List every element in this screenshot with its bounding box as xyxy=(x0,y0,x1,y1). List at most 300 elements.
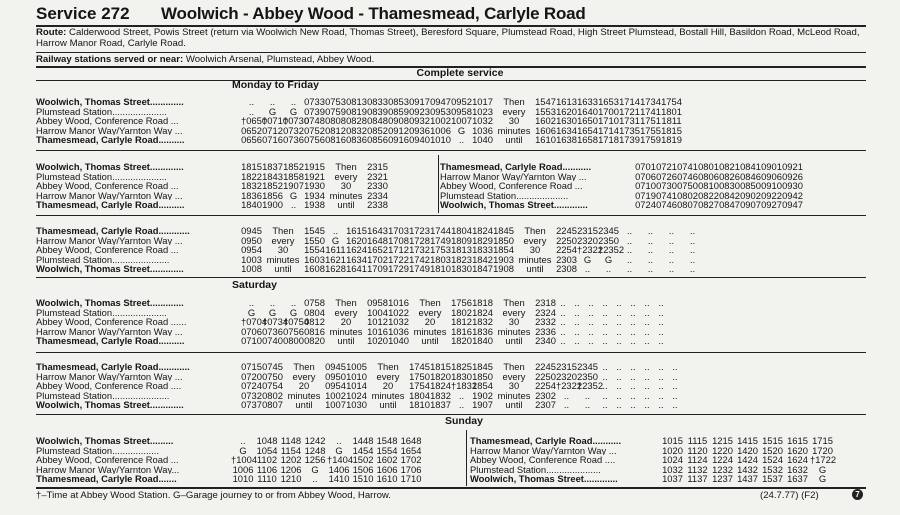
departure-time: 1020 xyxy=(662,444,683,456)
departure-time: 1822 xyxy=(241,170,262,182)
departure-time: Then xyxy=(335,161,357,172)
departure-time: .. xyxy=(602,380,608,392)
departure-time: 1506 xyxy=(352,463,374,475)
departure-time: 1040 xyxy=(388,335,409,347)
departure-time: .. xyxy=(602,297,608,308)
departure-time: 1232 xyxy=(712,463,733,475)
departure-time: 1708 xyxy=(388,234,409,246)
departure-time: 2321 xyxy=(367,170,388,182)
departure-time: 1703 xyxy=(388,225,409,236)
departure-time: 0813 xyxy=(346,96,367,107)
departure-time: 1608 xyxy=(304,263,325,275)
departure-time: every xyxy=(502,105,526,117)
departure-time: Then xyxy=(335,297,357,308)
departure-time: .. xyxy=(630,325,636,337)
departure-time: 0906 xyxy=(761,170,782,182)
stop-name: Thamesmead, Carlyle Road........... xyxy=(470,436,622,446)
departure-time: 1410 xyxy=(328,473,350,485)
divider xyxy=(36,150,866,151)
departure-time: .. xyxy=(658,306,664,318)
departure-time: every xyxy=(523,234,547,246)
departure-time: .. xyxy=(248,96,255,107)
departure-time: .. xyxy=(672,361,678,372)
departure-time: 1648 xyxy=(400,435,422,446)
departure-time: 1732 xyxy=(409,244,430,256)
departure-time: 0732 xyxy=(283,124,304,136)
departure-time: 1630 xyxy=(556,115,577,127)
departure-time: 1553 xyxy=(535,105,556,117)
departure-time: 1720 xyxy=(812,444,833,456)
departure-time: 2315 xyxy=(556,361,577,372)
departure-time: .. xyxy=(269,96,276,107)
stop-name: Woolwich, Thomas Street............. xyxy=(36,162,184,172)
departure-time: every xyxy=(271,234,295,246)
departure-time: .. xyxy=(647,253,654,265)
departure-time: 1016 xyxy=(367,325,388,337)
departure-time: .. xyxy=(602,399,608,411)
departure-time: 1816 xyxy=(451,325,472,337)
timetable-block xyxy=(36,362,682,410)
departure-time: 1658 xyxy=(577,134,598,146)
departure-time: .. xyxy=(672,370,678,382)
departure-time: .. xyxy=(668,234,675,246)
departure-time: 1903 xyxy=(493,253,514,265)
departure-time: .. xyxy=(630,297,636,308)
departure-time: .. xyxy=(658,399,664,411)
departure-time: 0652 xyxy=(241,124,262,136)
departure-time: 1137 xyxy=(687,473,708,485)
departure-time: 1712 xyxy=(388,244,409,256)
departure-time: 1220 xyxy=(712,444,733,456)
departure-time: 1753 xyxy=(430,244,451,256)
departure-time: 1837 xyxy=(262,161,283,172)
departure-time: 0736 xyxy=(262,325,283,337)
departure-time: .. xyxy=(689,263,696,275)
departure-time: 30 xyxy=(508,115,520,127)
departure-time: 1845 xyxy=(472,361,493,372)
departure-time: .. xyxy=(616,389,622,401)
departure-time: 1002 xyxy=(430,115,451,127)
departure-time: 1448 xyxy=(352,435,374,446)
departure-time: 1815 xyxy=(430,361,451,372)
timetable-block xyxy=(36,226,703,274)
divider xyxy=(36,277,866,278)
column-divider xyxy=(438,155,439,213)
departure-time: 0754 xyxy=(262,380,283,392)
stop-name: Plumstead Station.................... xyxy=(440,190,569,201)
departure-time: 1215 xyxy=(712,435,733,446)
departure-time: 0724 xyxy=(635,199,656,211)
stop-name: Thamesmead, Carlyle Road....... xyxy=(36,474,177,484)
departure-time: 0850 xyxy=(740,180,761,192)
stop-name: Thamesmead, Carlyle Road.......... xyxy=(36,200,185,210)
departure-time: †2322 xyxy=(577,244,604,256)
stop-name: Harrow Manor Way/Yarnton Way... xyxy=(36,464,180,475)
departure-time: 1654 xyxy=(400,444,422,456)
departure-time: every xyxy=(334,170,358,182)
departure-time: .. xyxy=(616,316,622,328)
departure-time: 1801 xyxy=(661,105,682,117)
departure-time: .. xyxy=(602,306,608,318)
railway-stations xyxy=(36,54,374,65)
departure-time: .. xyxy=(616,399,622,411)
departure-time: .. xyxy=(647,263,654,275)
departure-time: 1714 xyxy=(619,96,640,107)
stop-name: Thamesmead, Carlyle Road............ xyxy=(36,226,190,236)
departure-time: .. xyxy=(630,361,636,372)
departure-time: .. xyxy=(644,389,650,401)
stop-name: Plumstead Station..................... xyxy=(36,307,167,318)
departure-time: 0710 xyxy=(635,180,656,192)
departure-time: 1606 xyxy=(535,124,556,136)
departure-time: .. xyxy=(658,325,664,337)
departure-time: .. xyxy=(602,325,608,337)
departure-time: 2315 xyxy=(367,161,388,172)
departure-time: until xyxy=(505,134,523,146)
departure-time: .. xyxy=(312,473,318,485)
stop-name: Thamesmead, Carlyle Road............ xyxy=(36,362,190,372)
stop-name: Woolwich, Thomas Street............. xyxy=(470,474,618,484)
departure-time: 0841 xyxy=(740,161,761,172)
departure-time: 1640 xyxy=(577,105,598,117)
departure-time: .. xyxy=(602,361,608,372)
departure-time: .. xyxy=(658,370,664,382)
departure-time: 1902 xyxy=(472,389,493,401)
departure-time: 1024 xyxy=(346,389,367,401)
departure-time: minutes xyxy=(497,325,531,337)
departure-time: 0752 xyxy=(304,124,325,136)
departure-time: 1015 xyxy=(662,435,683,446)
departure-time: 1714 xyxy=(598,124,619,136)
departure-time: 0950 xyxy=(241,234,262,246)
departure-time: G xyxy=(289,189,298,201)
timetable-row xyxy=(36,200,388,210)
departure-time: Then xyxy=(419,297,441,308)
header xyxy=(36,4,866,26)
departure-time: 1048 xyxy=(256,435,278,446)
departure-time: Then xyxy=(293,361,315,372)
departure-time: 1454 xyxy=(352,444,374,456)
timetable-row xyxy=(36,172,388,182)
departure-time: until xyxy=(337,199,355,211)
departure-time: every xyxy=(292,370,316,382)
departure-time: 2332 xyxy=(535,316,556,328)
departure-time: 1741 xyxy=(640,105,661,117)
departure-time: 1621 xyxy=(325,253,346,265)
departure-time: until xyxy=(337,335,355,347)
departure-time: 0932 xyxy=(409,115,430,127)
departure-time: G xyxy=(268,105,277,117)
departure-time: 2302 xyxy=(535,389,556,401)
departure-time: .. xyxy=(644,335,650,347)
departure-time: G xyxy=(289,306,298,318)
departure-time: 1641 xyxy=(346,263,367,275)
departure-time: 1628 xyxy=(325,263,346,275)
departure-time: 1643 xyxy=(367,225,388,236)
departure-time: .. xyxy=(560,325,566,337)
departure-time: 1624 xyxy=(787,454,808,466)
departure-time: every xyxy=(418,306,442,318)
departure-time: 1721 xyxy=(619,105,640,117)
departure-time: G xyxy=(818,473,827,485)
departure-time: until xyxy=(274,263,292,275)
departure-time: 1938 xyxy=(304,199,325,211)
departure-time: 0923 xyxy=(409,105,430,117)
departure-time: 1930 xyxy=(304,180,325,192)
departure-time: every xyxy=(502,306,526,318)
departure-time: 2308 xyxy=(556,263,577,275)
departure-time: 1739 xyxy=(619,134,640,146)
departure-time: 0746 xyxy=(677,170,698,182)
departure-time: minutes xyxy=(329,189,363,201)
departure-time: 1037 xyxy=(662,473,683,485)
departure-time: .. xyxy=(336,435,342,446)
departure-time: 0853 xyxy=(388,96,409,107)
stop-name: Woolwich, Thomas Street......... xyxy=(36,436,174,446)
departure-time: 1202 xyxy=(280,454,302,466)
departure-time: .. xyxy=(616,361,622,372)
departure-time: 0827 xyxy=(698,199,719,211)
timetable-block xyxy=(36,298,668,346)
departure-time: .. xyxy=(588,306,594,318)
departure-time: 1836 xyxy=(472,325,493,337)
departure-time: 1749 xyxy=(430,234,451,246)
departure-time: 1036 xyxy=(472,124,493,136)
departure-time: 30 xyxy=(529,244,541,256)
stop-name: Woolwich, Thomas Street............. xyxy=(36,400,184,410)
departure-time: 1242 xyxy=(304,435,326,446)
page-number-badge: 7 xyxy=(852,489,863,500)
departure-time: minutes xyxy=(329,325,363,337)
departure-time: .. xyxy=(588,316,594,328)
departure-time: .. xyxy=(658,380,664,392)
departure-time: 0802 xyxy=(677,189,698,201)
departure-time: minutes xyxy=(266,253,300,265)
departure-time: Then xyxy=(377,361,399,372)
departure-time: .. xyxy=(668,253,675,265)
departure-time: 1745 xyxy=(409,361,430,372)
departure-time: 30 xyxy=(277,244,289,256)
departure-time: 1613 xyxy=(556,96,577,107)
departure-time: 0808 xyxy=(325,115,346,127)
departure-time: .. xyxy=(626,253,633,265)
departure-time: 1810 xyxy=(430,263,451,275)
departure-time: .. xyxy=(602,370,608,382)
departure-time: .. xyxy=(689,234,696,246)
departure-time: 30 xyxy=(508,316,520,328)
departure-time: 2318 xyxy=(535,297,556,308)
departure-time: .. xyxy=(563,399,570,411)
departure-time: 1706 xyxy=(400,463,422,475)
stop-name: Abbey Wood, Conference Road ... xyxy=(36,181,179,191)
timetable-row xyxy=(36,336,668,346)
departure-time: until xyxy=(505,335,523,347)
departure-time: 2250 xyxy=(535,370,556,382)
departure-time: †2352 xyxy=(577,380,604,392)
departure-time: 1005 xyxy=(346,361,367,372)
departure-time: 1845 xyxy=(493,225,514,236)
departure-time: 1102 xyxy=(256,454,278,466)
departure-time: 1840 xyxy=(472,335,493,347)
departure-time: 1742 xyxy=(409,253,430,265)
departure-time: .. xyxy=(672,399,678,411)
departure-time: †0650 xyxy=(241,115,268,127)
departure-time: 0732 xyxy=(241,389,262,401)
departure-time: 20 xyxy=(298,380,310,392)
divider xyxy=(36,52,866,53)
departure-time: 1847 xyxy=(472,263,493,275)
departure-time: .. xyxy=(563,389,570,401)
departure-time: 0706 xyxy=(635,170,656,182)
departure-time: 0945 xyxy=(325,361,346,372)
departure-time: 1016 xyxy=(388,297,409,308)
departure-time: 1802 xyxy=(451,306,472,318)
departure-time: 1856 xyxy=(262,189,283,201)
departure-time: 1843 xyxy=(262,170,283,182)
departure-time: 1852 xyxy=(262,180,283,192)
departure-time: until xyxy=(421,335,439,347)
departure-time: 0940 xyxy=(409,134,430,146)
departure-time: .. xyxy=(616,306,622,318)
departure-time: 0820 xyxy=(304,335,325,347)
departure-time: 1934 xyxy=(304,189,325,201)
divider xyxy=(36,352,866,353)
departure-time: .. xyxy=(630,316,636,328)
departure-time: 1020 xyxy=(367,335,388,347)
departure-time: 2307 xyxy=(535,399,556,411)
departure-time: 0842 xyxy=(719,189,740,201)
timetable-row xyxy=(36,400,682,410)
departure-time: 1017 xyxy=(472,96,493,107)
departure-time: .. xyxy=(644,297,650,308)
departure-time: .. xyxy=(248,297,255,308)
departure-time: 0828 xyxy=(346,115,367,127)
departure-time: 1829 xyxy=(472,234,493,246)
departure-time: 1824 xyxy=(472,225,493,236)
departure-time: .. xyxy=(644,306,650,318)
timetable-block xyxy=(36,436,423,484)
departure-time: 1824 xyxy=(472,306,493,318)
departure-time: 0756 xyxy=(304,134,325,146)
departure-time: 1815 xyxy=(241,161,262,172)
day-heading-sunday: Sunday xyxy=(445,415,483,427)
departure-time: 1832 xyxy=(430,389,451,401)
departure-time: 0848 xyxy=(367,115,388,127)
departure-time: 1824 xyxy=(430,380,451,392)
departure-time: 1804 xyxy=(409,389,430,401)
divider xyxy=(36,487,866,489)
departure-time: 1610 xyxy=(535,134,556,146)
departure-time: .. xyxy=(602,389,608,401)
departure-time: 1858 xyxy=(283,170,304,182)
divider xyxy=(36,80,866,81)
departure-time: .. xyxy=(588,325,594,337)
departure-time: .. xyxy=(290,96,297,107)
footnote: †–Time at Abbey Wood Station. G–Garage journey to or from Abbey Wood, Harrow. xyxy=(36,490,391,501)
departure-time: 0730 xyxy=(656,180,677,192)
departure-time: 1256 xyxy=(304,454,326,466)
departure-time: 2330 xyxy=(367,180,388,192)
departure-time: 0856 xyxy=(367,134,388,146)
departure-time: 1818 xyxy=(472,297,493,308)
departure-time: .. xyxy=(626,234,633,246)
departure-time: 1852 xyxy=(283,161,304,172)
departure-time: 1624 xyxy=(346,244,367,256)
service-number: Service 272 xyxy=(36,4,130,23)
departure-time: 1606 xyxy=(376,463,398,475)
departure-time: 1749 xyxy=(409,263,430,275)
departure-time: .. xyxy=(689,225,696,236)
departure-time: .. xyxy=(630,399,636,411)
departure-time: minutes xyxy=(518,253,552,265)
departure-time: 0726 xyxy=(656,170,677,182)
departure-time: 0927 xyxy=(761,199,782,211)
departure-time: 1502 xyxy=(352,454,374,466)
departure-time: .. xyxy=(588,297,594,308)
departure-time: 1024 xyxy=(662,454,683,466)
departure-time: †0734 xyxy=(262,316,289,328)
departure-time: 0712 xyxy=(262,124,283,136)
departure-time: 1611 xyxy=(325,244,346,256)
departure-time: 1532 xyxy=(762,463,783,475)
departure-time: †2352 xyxy=(598,244,625,256)
departure-time: 1836 xyxy=(241,189,262,201)
departure-time: 1804 xyxy=(451,225,472,236)
stop-name: Thamesmead, Carlyle Road........... xyxy=(440,162,592,172)
departure-time: 1124 xyxy=(687,454,708,466)
departure-time: 1537 xyxy=(762,473,783,485)
departure-time: .. xyxy=(630,370,636,382)
departure-time: .. xyxy=(290,199,297,211)
departure-time: G xyxy=(335,444,343,456)
departure-time: .. xyxy=(626,244,633,256)
departure-time: 1432 xyxy=(737,463,758,475)
departure-time: 0759 xyxy=(325,105,346,117)
departure-time: 2324 xyxy=(535,306,556,318)
departure-time: 1728 xyxy=(409,234,430,246)
departure-time: 1702 xyxy=(400,454,422,466)
departure-time: 1723 xyxy=(409,225,430,236)
departure-time: 1524 xyxy=(762,454,783,466)
stop-name: Plumstead Station..................... xyxy=(470,464,601,475)
column-divider xyxy=(466,430,467,486)
departure-time: .. xyxy=(240,435,246,446)
stop-name: Abbey Wood, Conference Road .... xyxy=(470,455,616,465)
departure-time: †1832 xyxy=(451,380,478,392)
departure-time: .. xyxy=(332,225,339,236)
departure-time: 1120 xyxy=(687,444,708,456)
departure-time: .. xyxy=(616,370,622,382)
departure-time: 1554 xyxy=(304,244,325,256)
departure-time: 1036 xyxy=(388,325,409,337)
departure-time: 1751 xyxy=(640,115,661,127)
departure-time: 1811 xyxy=(661,115,682,127)
departure-time: 1602 xyxy=(535,115,556,127)
departure-time: 0846 xyxy=(740,170,761,182)
timetable-row xyxy=(36,264,703,274)
departure-time: 1810 xyxy=(409,399,430,411)
departure-time: .. xyxy=(668,225,675,236)
departure-time: G xyxy=(311,463,319,475)
departure-time: 1700 xyxy=(598,105,619,117)
departure-time: .. xyxy=(644,370,650,382)
departure-time: 1637 xyxy=(787,473,808,485)
departure-time: .. xyxy=(584,399,591,411)
departure-time: 20 xyxy=(340,316,352,328)
departure-time: 0832 xyxy=(346,124,367,136)
departure-time: 1754 xyxy=(661,96,682,107)
departure-time: 1718 xyxy=(598,134,619,146)
